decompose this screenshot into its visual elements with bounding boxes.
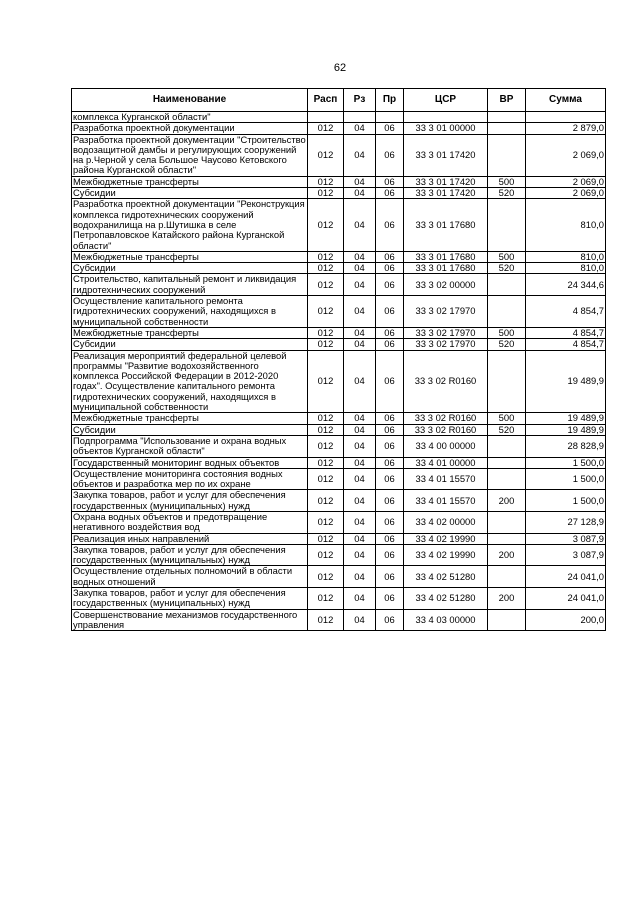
cell-csr: 33 4 03 00000: [404, 609, 488, 631]
cell-vr: 500: [488, 413, 526, 424]
cell-rasp: 012: [308, 566, 344, 588]
header-csr: ЦСР: [404, 89, 488, 112]
cell-rasp: 012: [308, 544, 344, 566]
cell-pr: 06: [376, 435, 404, 457]
cell-vr: [488, 112, 526, 123]
cell-pr: [376, 112, 404, 123]
cell-vr: [488, 609, 526, 631]
cell-vr: 500: [488, 176, 526, 187]
cell-vr: [488, 533, 526, 544]
cell-vr: [488, 199, 526, 251]
table-row: [72, 468, 606, 490]
cell-rasp: 012: [308, 251, 344, 262]
cell-vr: [488, 296, 526, 328]
cell-rasp: 012: [308, 435, 344, 457]
header-rz: Рз: [344, 89, 376, 112]
cell-csr: 33 3 01 17420: [404, 134, 488, 176]
cell-rasp: 012: [308, 134, 344, 176]
cell-csr: 33 4 02 19990: [404, 544, 488, 566]
table-row: [72, 123, 606, 134]
cell-name: Закупка товаров, работ и услуг для обеспечения государственных (муниципальных) нужд: [72, 588, 308, 610]
table-row: [72, 199, 606, 251]
cell-sum: 4 854,7: [526, 296, 606, 328]
cell-vr: [488, 566, 526, 588]
cell-rasp: 012: [308, 350, 344, 413]
cell-name: Субсидии: [72, 339, 308, 350]
cell-rz: 04: [344, 413, 376, 424]
cell-name: Закупка товаров, работ и услуг для обеспечения государственных (муниципальных) нужд: [72, 544, 308, 566]
budget-table: [71, 88, 606, 631]
cell-sum: 200,0: [526, 609, 606, 631]
cell-sum: 810,0: [526, 263, 606, 274]
cell-rasp: 012: [308, 424, 344, 435]
cell-csr: 33 3 01 00000: [404, 123, 488, 134]
cell-name: Совершенствование механизмов государственного управления: [72, 609, 308, 631]
cell-vr: 500: [488, 251, 526, 262]
cell-pr: 06: [376, 274, 404, 296]
table-header-row: [72, 89, 606, 112]
cell-pr: 06: [376, 511, 404, 533]
table-row: [72, 435, 606, 457]
cell-vr: 520: [488, 339, 526, 350]
cell-vr: [488, 457, 526, 468]
cell-rasp: 012: [308, 176, 344, 187]
cell-csr: 33 4 02 51280: [404, 588, 488, 610]
cell-csr: 33 3 01 17680: [404, 199, 488, 251]
cell-name: Межбюджетные трансферты: [72, 251, 308, 262]
cell-pr: 06: [376, 327, 404, 338]
cell-sum: 24 041,0: [526, 588, 606, 610]
cell-rasp: 012: [308, 339, 344, 350]
cell-rasp: 012: [308, 123, 344, 134]
table-row: [72, 188, 606, 199]
cell-rasp: 012: [308, 274, 344, 296]
cell-rasp: [308, 112, 344, 123]
cell-pr: 06: [376, 263, 404, 274]
cell-pr: 06: [376, 199, 404, 251]
cell-pr: 06: [376, 457, 404, 468]
cell-name: Разработка проектной документации "Реконструкция комплекса гидротехнических сооружений водохранилища на р.Шутишка в селе Петропавловское Катайского района Курганской области": [72, 199, 308, 251]
cell-vr: [488, 350, 526, 413]
cell-sum: 27 128,9: [526, 511, 606, 533]
table-row: [72, 134, 606, 176]
cell-csr: 33 3 02 R0160: [404, 424, 488, 435]
table-row: [72, 176, 606, 187]
table-body: [72, 112, 606, 631]
cell-csr: 33 4 01 15570: [404, 468, 488, 490]
cell-rz: 04: [344, 188, 376, 199]
cell-rasp: 012: [308, 468, 344, 490]
table-row: [72, 511, 606, 533]
cell-rz: 04: [344, 566, 376, 588]
cell-name: Государственный мониторинг водных объектов: [72, 457, 308, 468]
header-pr: Пр: [376, 89, 404, 112]
cell-name: Субсидии: [72, 188, 308, 199]
cell-csr: 33 3 02 R0160: [404, 350, 488, 413]
cell-sum: 810,0: [526, 251, 606, 262]
table-row: [72, 296, 606, 328]
table-row: [72, 327, 606, 338]
cell-rz: 04: [344, 457, 376, 468]
cell-sum: 2 069,0: [526, 134, 606, 176]
cell-sum: 1 500,0: [526, 490, 606, 512]
cell-rasp: 012: [308, 609, 344, 631]
cell-name: Закупка товаров, работ и услуг для обеспечения государственных (муниципальных) нужд: [72, 490, 308, 512]
cell-sum: 2 069,0: [526, 188, 606, 199]
table-row: [72, 112, 606, 123]
table-row: [72, 350, 606, 413]
cell-name: Межбюджетные трансферты: [72, 176, 308, 187]
cell-sum: 2 879,0: [526, 123, 606, 134]
cell-csr: 33 4 01 15570: [404, 490, 488, 512]
cell-vr: [488, 274, 526, 296]
cell-rz: 04: [344, 609, 376, 631]
cell-pr: 06: [376, 468, 404, 490]
table-row: [72, 609, 606, 631]
cell-csr: 33 3 01 17680: [404, 251, 488, 262]
cell-name: Реализация мероприятий федеральной целевой программы "Развитие водохозяйственного комплекса Российской Федерации в 2012-2020 годах". Осуществление капитального ремонта гидротехнических сооружений, находящихся в муниципальной собственности: [72, 350, 308, 413]
cell-csr: 33 4 00 00000: [404, 435, 488, 457]
cell-csr: 33 3 01 17420: [404, 188, 488, 199]
cell-pr: 06: [376, 251, 404, 262]
cell-sum: 2 069,0: [526, 176, 606, 187]
cell-sum: 19 489,9: [526, 413, 606, 424]
cell-rz: 04: [344, 296, 376, 328]
cell-name: Разработка проектной документации "Строительство водозащитной дамбы и регулирующих сооружений на р.Черной у села Большое Чаусово Кетовского района Курганской области": [73, 133, 306, 176]
cell-vr: 500: [488, 327, 526, 338]
cell-sum: 1 500,0: [526, 468, 606, 490]
cell-rz: 04: [344, 199, 376, 251]
cell-csr: 33 3 02 17970: [404, 296, 488, 328]
cell-rasp: 012: [308, 296, 344, 328]
cell-pr: 06: [376, 123, 404, 134]
cell-sum: [526, 112, 606, 123]
cell-rz: 04: [344, 123, 376, 134]
cell-vr: [488, 435, 526, 457]
cell-rz: 04: [344, 588, 376, 610]
cell-csr: 33 4 01 00000: [404, 457, 488, 468]
cell-csr: 33 3 01 17680: [404, 263, 488, 274]
cell-sum: 19 489,9: [526, 424, 606, 435]
cell-sum: 3 087,9: [526, 544, 606, 566]
cell-rz: 04: [344, 134, 376, 176]
cell-rasp: 012: [308, 511, 344, 533]
cell-vr: [488, 123, 526, 134]
cell-rz: 04: [344, 327, 376, 338]
cell-sum: 810,0: [526, 199, 606, 251]
cell-rz: 04: [344, 533, 376, 544]
cell-name: Осуществление капитального ремонта гидротехнических сооружений, находящихся в муниципальной собственности: [72, 296, 308, 328]
cell-sum: 24 344,6: [526, 274, 606, 296]
cell-rasp: 012: [308, 263, 344, 274]
cell-pr: 06: [376, 533, 404, 544]
table-row: [72, 339, 606, 350]
header-vr: ВР: [488, 89, 526, 112]
cell-name: Осуществление мониторинга состояния водных объектов и разработка мер по их охране: [72, 468, 308, 490]
header-rasp: Расп: [308, 89, 344, 112]
cell-rz: 04: [344, 490, 376, 512]
cell-pr: 06: [376, 588, 404, 610]
cell-csr: [404, 112, 488, 123]
cell-csr: 33 4 02 51280: [404, 566, 488, 588]
cell-rz: 04: [344, 511, 376, 533]
cell-vr: 520: [488, 188, 526, 199]
cell-sum: 19 489,9: [526, 350, 606, 413]
cell-csr: 33 3 02 00000: [404, 274, 488, 296]
cell-vr: 520: [488, 263, 526, 274]
page-number: 62: [333, 62, 347, 74]
cell-rz: 04: [344, 435, 376, 457]
header-name: Наименование: [72, 89, 308, 112]
table-row: [72, 424, 606, 435]
table-row: [72, 457, 606, 468]
cell-rz: 04: [344, 339, 376, 350]
cell-rz: 04: [344, 468, 376, 490]
cell-rasp: 012: [308, 457, 344, 468]
cell-rasp: 012: [308, 413, 344, 424]
cell-rz: 04: [344, 544, 376, 566]
cell-csr: 33 3 02 R0160: [404, 413, 488, 424]
cell-name: Межбюджетные трансферты: [72, 413, 308, 424]
cell-vr: [488, 134, 526, 176]
cell-pr: 06: [376, 296, 404, 328]
cell-pr: 06: [376, 413, 404, 424]
cell-rz: 04: [344, 176, 376, 187]
cell-pr: 06: [376, 424, 404, 435]
table-row: [72, 263, 606, 274]
cell-name: Строительство, капитальный ремонт и ликвидация гидротехнических сооружений: [72, 274, 308, 296]
cell-sum: 4 854,7: [526, 327, 606, 338]
cell-vr: 520: [488, 424, 526, 435]
cell-name: Охрана водных объектов и предотвращение негативного воздействия вод: [72, 511, 308, 533]
cell-rasp: 012: [308, 588, 344, 610]
cell-pr: 06: [376, 339, 404, 350]
cell-rz: 04: [344, 274, 376, 296]
cell-name: Подпрограмма "Использование и охрана водных объектов Курганской области": [72, 435, 308, 457]
cell-pr: 06: [376, 176, 404, 187]
header-sum: Сумма: [526, 89, 606, 112]
cell-rz: [344, 112, 376, 123]
cell-rasp: 012: [308, 327, 344, 338]
cell-pr: 06: [376, 609, 404, 631]
table-row: [72, 566, 606, 588]
cell-name: Субсидии: [72, 424, 308, 435]
cell-name: Межбюджетные трансферты: [72, 327, 308, 338]
table-row: [72, 588, 606, 610]
cell-name: Реализация иных направлений: [72, 533, 308, 544]
cell-rasp: 012: [308, 490, 344, 512]
cell-pr: 06: [376, 350, 404, 413]
table-row: [72, 274, 606, 296]
cell-sum: 1 500,0: [526, 457, 606, 468]
cell-pr: 06: [376, 134, 404, 176]
cell-rz: 04: [344, 424, 376, 435]
table-row: [72, 490, 606, 512]
cell-name: Субсидии: [72, 263, 308, 274]
cell-csr: 33 3 02 17970: [404, 327, 488, 338]
cell-csr: 33 4 02 00000: [404, 511, 488, 533]
table-row: [72, 413, 606, 424]
cell-pr: 06: [376, 490, 404, 512]
cell-csr: 33 3 02 17970: [404, 339, 488, 350]
cell-pr: 06: [376, 566, 404, 588]
cell-rz: 04: [344, 350, 376, 413]
table-row: [72, 251, 606, 262]
cell-sum: 28 828,9: [526, 435, 606, 457]
cell-pr: 06: [376, 188, 404, 199]
cell-sum: 24 041,0: [526, 566, 606, 588]
cell-vr: [488, 511, 526, 533]
cell-rz: 04: [344, 263, 376, 274]
cell-csr: 33 3 01 17420: [404, 176, 488, 187]
cell-rz: 04: [344, 251, 376, 262]
cell-rasp: 012: [308, 533, 344, 544]
cell-vr: [488, 468, 526, 490]
cell-name: комплекса Курганской области": [72, 112, 308, 123]
cell-pr: 06: [376, 544, 404, 566]
cell-rasp: 012: [308, 199, 344, 251]
cell-vr: 200: [488, 588, 526, 610]
table-row: [72, 533, 606, 544]
cell-name: Разработка проектной документации: [72, 123, 308, 134]
cell-vr: 200: [488, 544, 526, 566]
table-row: [72, 544, 606, 566]
cell-sum: 3 087,9: [526, 533, 606, 544]
cell-csr: 33 4 02 19990: [404, 533, 488, 544]
cell-sum: 4 854,7: [526, 339, 606, 350]
cell-name: Осуществление отдельных полномочий в области водных отношений: [72, 566, 308, 588]
cell-rasp: 012: [308, 188, 344, 199]
cell-vr: 200: [488, 490, 526, 512]
